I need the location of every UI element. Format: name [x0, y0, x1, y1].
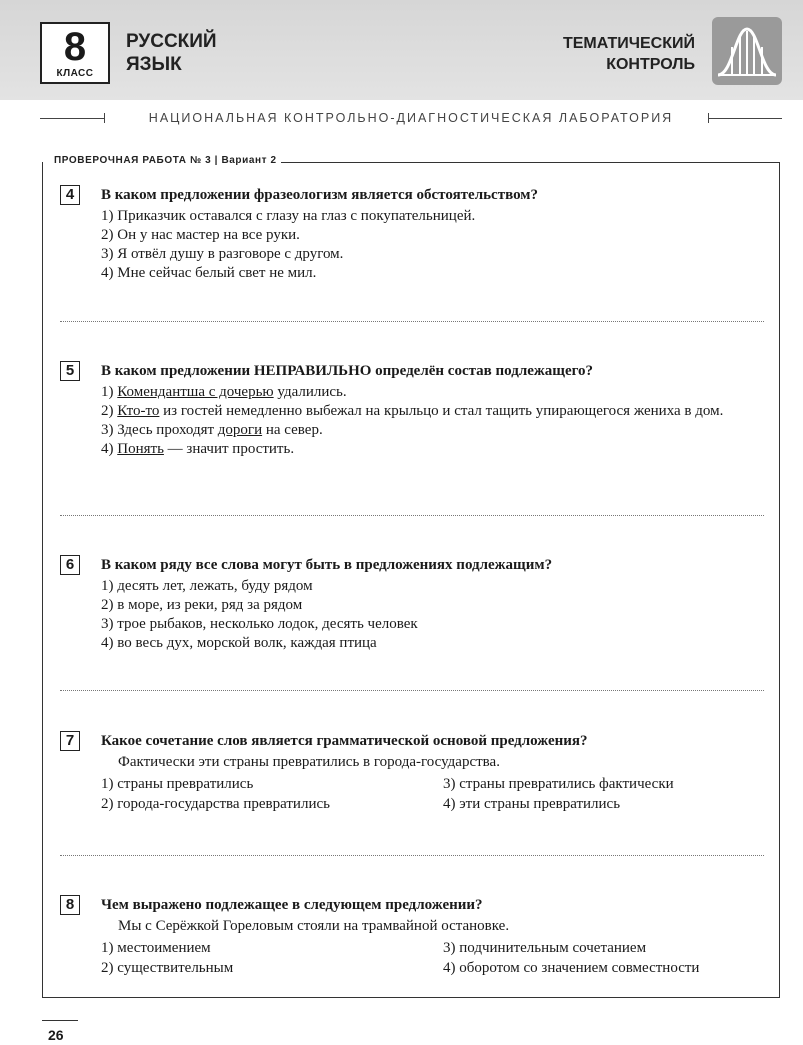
answer-option[interactable]: 2) города-государства превратились [101, 796, 330, 812]
bell-curve-logo-icon [712, 17, 782, 85]
grade-label: КЛАСС [56, 68, 94, 79]
answer-options [101, 207, 765, 283]
answer-option[interactable]: 4) Понять — значит простить. [101, 441, 295, 457]
footer-rule [42, 1020, 78, 1021]
question-text: В каком ряду все слова могут быть в предложениях подлежащим? [101, 557, 553, 573]
question-text: В каком предложении НЕПРАВИЛЬНО определён состав подлежащего? [101, 363, 594, 379]
answer-option[interactable]: 1) Комендантша с дочерью удалились. [101, 384, 347, 400]
question-number: 5 [60, 361, 80, 381]
underlined-subject: дороги [217, 422, 263, 438]
page-number: 26 [48, 1027, 64, 1043]
example-sentence: Фактически эти страны превратились в города-государства. [118, 754, 500, 770]
answer-option[interactable]: 1) страны превратились [101, 776, 254, 792]
underlined-subject: Кто-то [117, 403, 160, 419]
question-number: 4 [60, 185, 80, 205]
answer-option[interactable]: 4) эти страны превратились [443, 796, 621, 812]
answer-option[interactable]: 2) Кто-то из гостей немедленно выбежал на крыльцо и стал тащить упирающегося жениха в дом. [101, 403, 724, 419]
lab-banner [40, 109, 782, 129]
lab-title: НАЦИОНАЛЬНАЯ КОНТРОЛЬНО-ДИАГНОСТИЧЕСКАЯ ЛАБОРАТОРИЯ [148, 111, 674, 125]
answer-option[interactable]: 4) оборотом со значением совместности [443, 960, 700, 976]
control-title: ТЕМАТИЧЕСКИЙ КОНТРОЛЬ [562, 35, 695, 73]
frame-top-rule [272, 162, 780, 163]
answer-options [101, 939, 765, 979]
question-text: Какое сочетание слов является грамматической основой предложения? [101, 733, 588, 749]
question-number: 7 [60, 731, 80, 751]
answer-options [101, 577, 765, 653]
answer-option[interactable]: 2) Он у нас мастер на все руки. [101, 227, 300, 243]
answer-option[interactable]: 2) в море, из реки, ряд за рядом [101, 597, 303, 613]
answer-option[interactable]: 3) подчинительным сочетанием [443, 940, 647, 956]
example-sentence: Мы с Серёжкой Гореловым стояли на трамвайной остановке. [118, 918, 510, 934]
grade-number: 8 [63, 25, 87, 69]
answer-line[interactable] [60, 855, 764, 856]
underlined-subject: Комендантша с дочерью [117, 384, 274, 400]
answer-option[interactable]: 1) местоимением [101, 940, 211, 956]
answer-line[interactable] [60, 321, 764, 322]
answer-option[interactable]: 1) Приказчик оставался с глазу на глаз с покупательницей. [101, 208, 476, 224]
question-number: 8 [60, 895, 80, 915]
answer-line[interactable] [60, 690, 764, 691]
question-text: Чем выражено подлежащее в следующем предложении? [101, 897, 483, 913]
work-title: ПРОВЕРОЧНАЯ РАБОТА № 3 | Вариант 2 [50, 154, 281, 168]
answer-option[interactable]: 1) десять лет, лежать, буду рядом [101, 578, 313, 594]
answer-options [101, 383, 765, 459]
grade-badge [40, 22, 110, 84]
subject-title: РУССКИЙ ЯЗЫК [126, 31, 217, 75]
answer-option[interactable]: 2) существительным [101, 960, 234, 976]
answer-option[interactable]: 3) трое рыбаков, несколько лодок, десять человек [101, 616, 418, 632]
answer-option[interactable]: 3) страны превратились фактически [443, 776, 674, 792]
underlined-subject: Понять [117, 441, 164, 457]
answer-option[interactable]: 3) Я отвёл душу в разговоре с другом. [101, 246, 344, 262]
answer-options [101, 775, 765, 815]
question-text: В каком предложении фразеологизм является обстоятельством? [101, 187, 539, 203]
question-number: 6 [60, 555, 80, 575]
answer-option[interactable]: 4) Мне сейчас белый свет не мил. [101, 265, 317, 281]
answer-line[interactable] [60, 515, 764, 516]
answer-option[interactable]: 3) Здесь проходят дороги на север. [101, 422, 323, 438]
answer-option[interactable]: 4) во весь дух, морской волк, каждая птица [101, 635, 377, 651]
